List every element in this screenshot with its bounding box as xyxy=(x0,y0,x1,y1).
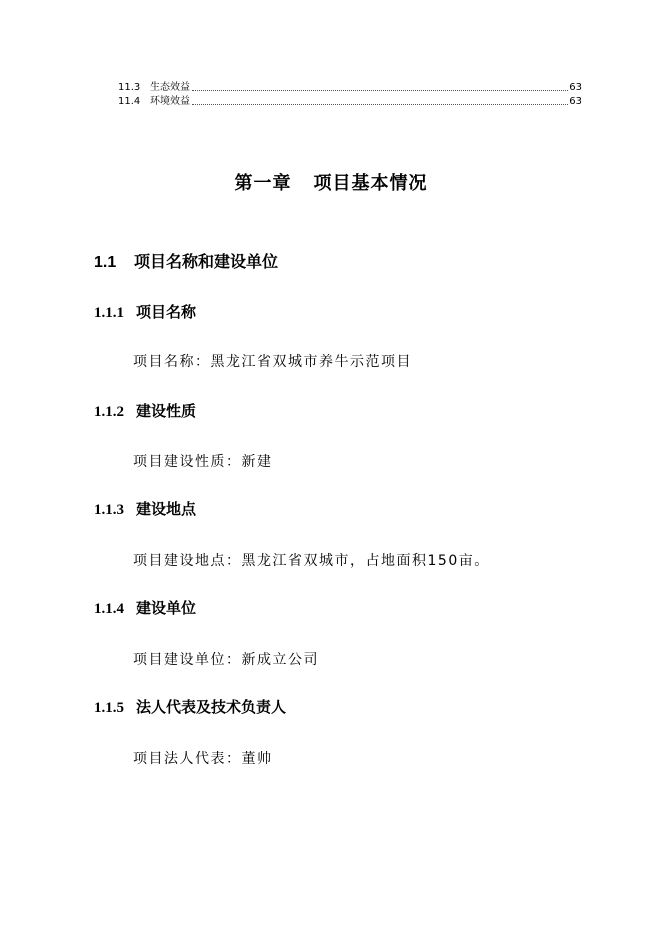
subsection-heading-project-name xyxy=(94,301,196,322)
toc-entry-title: 生态效益 xyxy=(150,82,190,93)
subsection-number: 1.1.4 xyxy=(94,601,124,617)
subsection-heading-construction-type xyxy=(94,400,196,421)
paragraph-location: 项目建设地点：黑龙江省双城市，占地面积150亩。 xyxy=(133,553,490,569)
subsection-number: 1.1.3 xyxy=(94,502,124,518)
subsection-title: 项目名称 xyxy=(136,303,197,321)
subsection-heading-location xyxy=(94,498,196,519)
paragraph-legal-representative: 项目法人代表：董帅 xyxy=(133,751,273,767)
toc-entry[interactable] xyxy=(118,80,582,94)
toc-entry-number: 11.4 xyxy=(118,96,141,107)
section-number: 1.1 xyxy=(94,254,117,271)
toc-leader-dots xyxy=(192,90,568,91)
subsection-title: 法人代表及技术负责人 xyxy=(136,698,287,716)
subsection-title: 建设地点 xyxy=(136,500,197,518)
toc-entry-title: 环境效益 xyxy=(150,96,190,107)
subsection-title: 建设单位 xyxy=(136,599,197,617)
section-title: 项目名称和建设单位 xyxy=(134,252,279,271)
paragraph-construction-unit: 项目建设单位：新成立公司 xyxy=(133,652,319,668)
subsection-number: 1.1.1 xyxy=(94,305,124,321)
section-heading xyxy=(94,249,278,272)
toc-entry-page: 63 xyxy=(569,82,582,93)
chapter-heading xyxy=(0,169,662,195)
toc-entry-page: 63 xyxy=(569,96,582,107)
subsection-title: 建设性质 xyxy=(136,402,197,420)
chapter-number: 第一章 xyxy=(234,173,292,194)
paragraph-construction-type: 项目建设性质：新建 xyxy=(133,454,273,470)
toc-entry[interactable] xyxy=(118,94,582,108)
subsection-heading-legal-representative xyxy=(94,696,286,717)
subsection-heading-construction-unit xyxy=(94,597,196,618)
subsection-number: 1.1.5 xyxy=(94,700,124,716)
toc-entry-number: 11.3 xyxy=(118,82,141,93)
subsection-number: 1.1.2 xyxy=(94,404,124,420)
paragraph-project-name: 项目名称：黑龙江省双城市养牛示范项目 xyxy=(133,354,412,370)
chapter-title: 项目基本情况 xyxy=(313,173,428,194)
toc-leader-dots xyxy=(192,104,568,105)
